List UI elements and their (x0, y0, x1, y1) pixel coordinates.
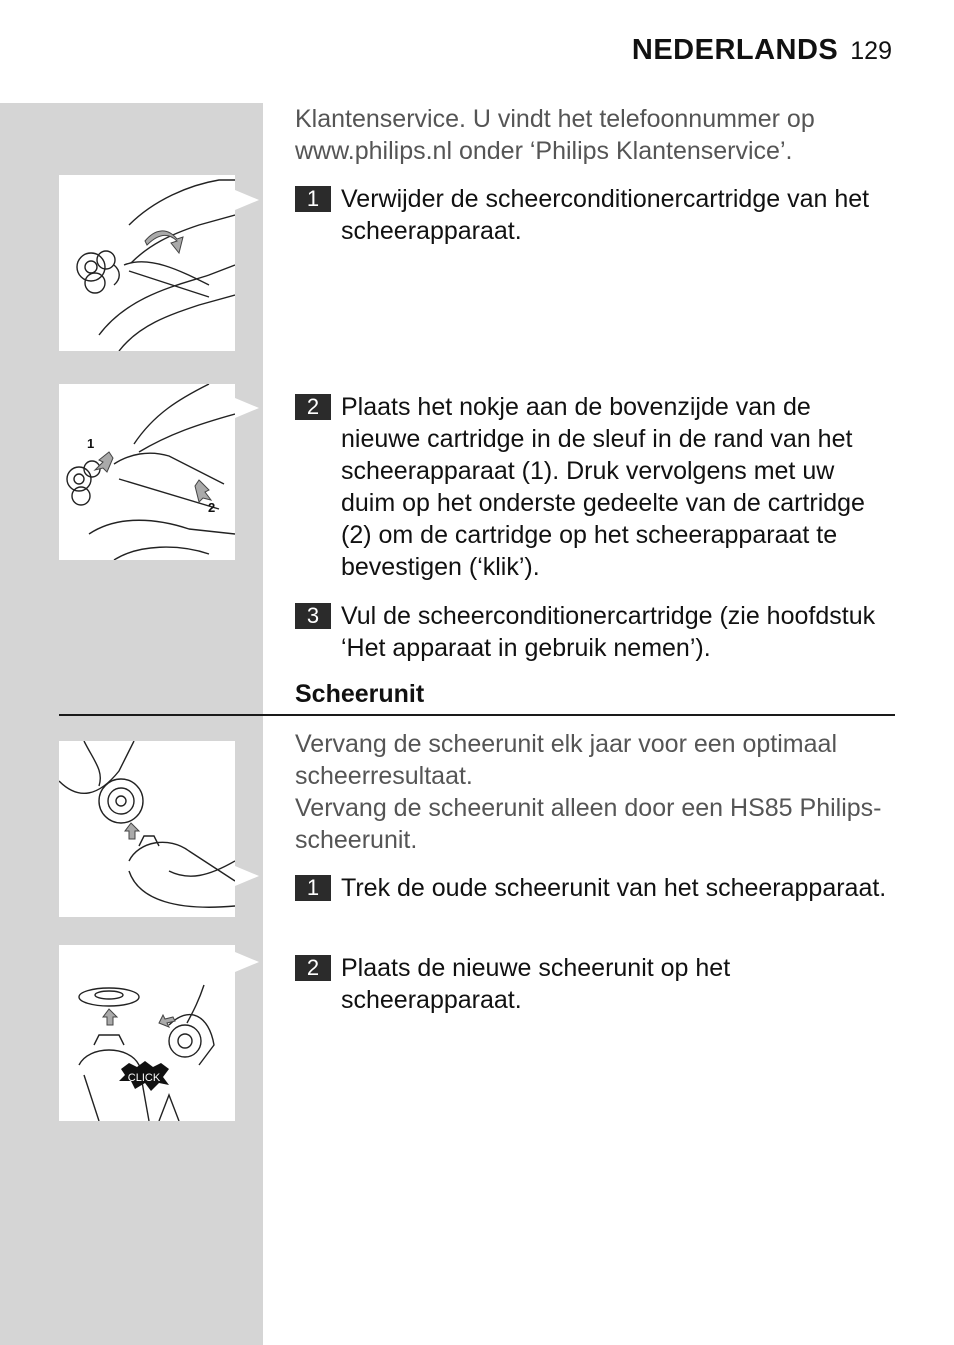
figure-pointer (235, 190, 259, 210)
step-number-badge: 3 (295, 603, 331, 629)
step-number-badge: 2 (295, 394, 331, 420)
figure-pointer (235, 952, 259, 972)
scheerunit-step-1 (295, 872, 895, 904)
figure-pointer (235, 866, 259, 886)
remove-cartridge-illustration (59, 175, 235, 351)
place-cartridge-illustration (59, 384, 235, 560)
figure-label-1: 1 (87, 436, 95, 451)
step-text: Vul de scheerconditionercartridge (zie hoofdstuk ‘Het apparaat in gebruik nemen’). (341, 602, 876, 662)
figure-remove-shaving-unit (59, 741, 235, 917)
scheerunit-step-2 (295, 952, 895, 1016)
step-number-badge: 2 (295, 955, 331, 981)
step-number-badge: 1 (295, 875, 331, 901)
intro-line-2: www.philips.nl onder ‘Philips Klantenservice’. (295, 137, 793, 165)
conditioner-step-3 (295, 600, 895, 664)
section-rule (59, 714, 895, 716)
intro-line-1: Klantenservice. U vindt het telefoonnummer op (295, 105, 815, 133)
scheerunit-para-2: Vervang de scheerunit alleen door een HS85 Philips-scheerunit. (295, 794, 882, 854)
conditioner-step-1 (295, 183, 895, 247)
place-shaving-unit-illustration (59, 945, 235, 1121)
remove-shaving-unit-illustration (59, 741, 235, 917)
step-number-badge: 1 (295, 186, 331, 212)
figure-remove-cartridge (59, 175, 235, 351)
language-title: NEDERLANDS (631, 34, 839, 66)
step-text: Verwijder de scheerconditionercartridge van het scheerapparaat. (341, 185, 870, 245)
intro-paragraph (295, 103, 900, 167)
step-text: Plaats de nieuwe scheerunit op het scheerapparaat. (341, 954, 731, 1014)
figure-place-cartridge (59, 384, 235, 560)
conditioner-step-2 (295, 391, 895, 583)
figure-label-2: 2 (208, 500, 216, 515)
click-label: CLICK (127, 1072, 161, 1084)
scheerunit-paragraph (295, 728, 900, 856)
figure-place-shaving-unit (59, 945, 235, 1121)
scheerunit-para-1: Vervang de scheerunit elk jaar voor een optimaal scheerresultaat. (295, 730, 837, 790)
step-text: Trek de oude scheerunit van het scheerapparaat. (341, 874, 887, 902)
step-text: Plaats het nokje aan de bovenzijde van de nieuwe cartridge in de sleuf in de rand van het scheerapparaat (1). Druk vervolgens met uw duim op het onderste gedeelte van de cartridge (2) om de cartridge op het scheerapparaat te bevestigen (‘klik’). (341, 393, 865, 581)
section-heading-scheerunit: Scheerunit (295, 680, 425, 708)
page-number: 129 (850, 37, 892, 65)
page-header (632, 34, 892, 67)
figure-pointer (235, 398, 259, 418)
